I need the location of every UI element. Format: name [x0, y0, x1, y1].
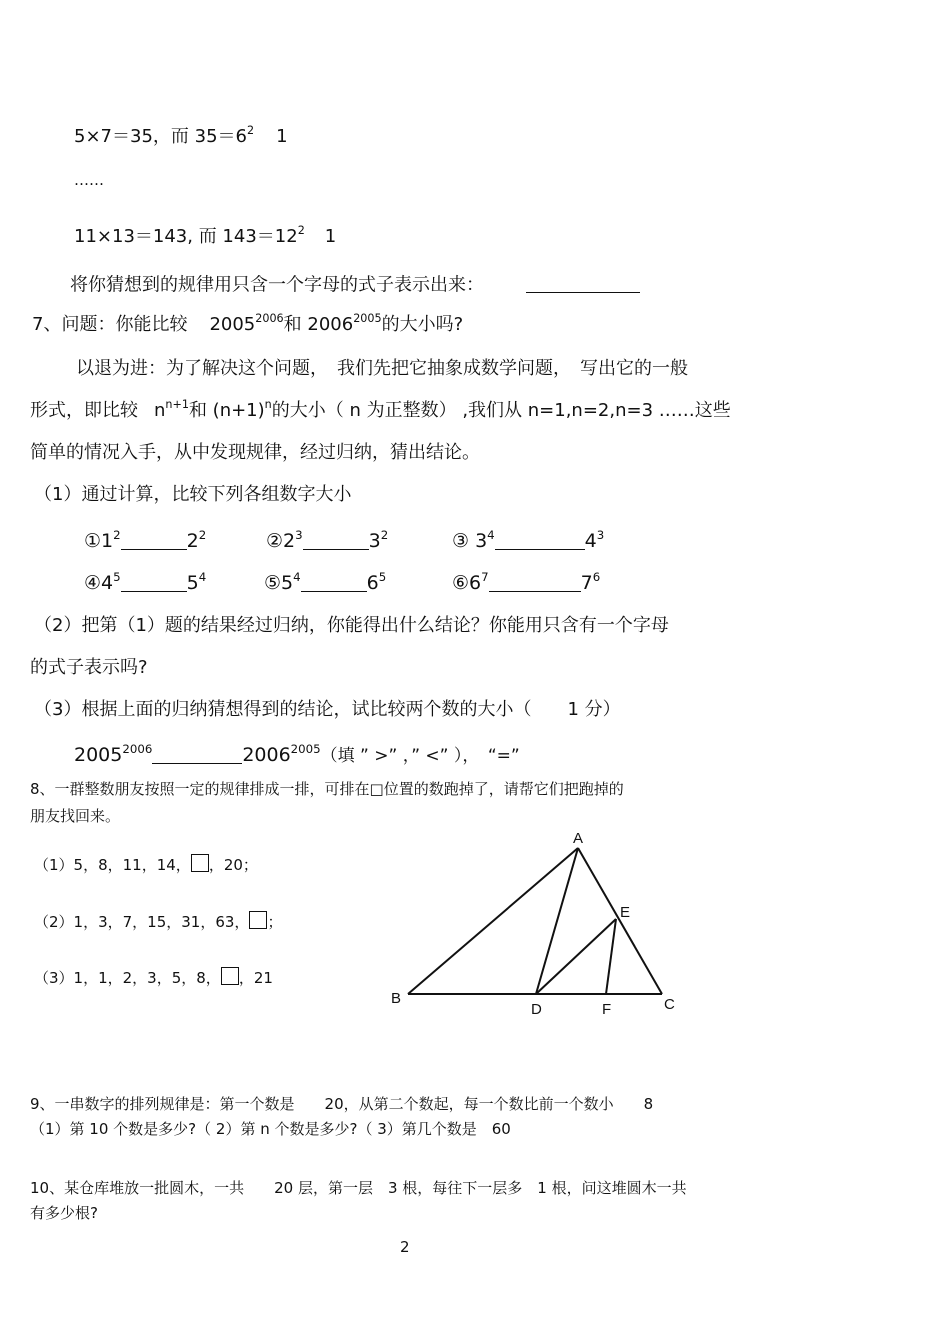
missing-number-box[interactable]: [249, 911, 267, 929]
q8-seq-1: （1）5，8，11，14， ，20；: [34, 856, 258, 874]
segment-ef: [606, 919, 616, 994]
sub3-line-1: （3）根据上面的归纳猜想得到的结论，试比较两个数的大小（ 1 分）: [34, 699, 621, 720]
q7-title: 7、问题：你能比较 $2005^{2006}$和 $2006^{2005}$的大小吗?: [32, 312, 464, 335]
sub1-title: （1）通过计算，比较下列各组数字大小: [34, 484, 352, 505]
q9-line-1: 9、一串数字的排列规律是：第一个数是 20，从第二个数起，每一个数比前一个数小 8: [30, 1095, 654, 1113]
ellipsis: ……: [74, 171, 104, 189]
triangle-figure: [380, 826, 690, 1022]
label-e: E: [620, 904, 631, 921]
sub2-line-2: 的式子表示吗?: [30, 657, 148, 678]
compare-item-4: $④4^5$ $5^4$: [84, 569, 207, 595]
answer-blank[interactable]: [303, 530, 369, 550]
q7-para-1: 以退为进：为了解决这个问题， 我们先把它抽象成数学问题， 写出它的一般: [76, 358, 688, 379]
label-f: F: [602, 1001, 612, 1018]
guess-prompt: 将你猜想到的规律用只含一个字母的式子表示出来：: [70, 274, 640, 294]
q10-line-1: 10、某仓库堆放一批圆木，一共 20 层，第一层 3 根，每往下一层多 1 根，问这堆圆木一共: [30, 1179, 687, 1197]
compare-item-5: $⑤5^4$ $6^5$: [264, 569, 387, 595]
q7-para-3: 简单的情况入手，从中发现规律，经过归纳，猜出结论。: [30, 442, 480, 463]
answer-blank[interactable]: [121, 530, 187, 550]
q8-seq-2: （2）1，3，7，15，31，63， ；: [34, 913, 283, 931]
compare-item-3: ③ $3^4$ $4^3$: [452, 527, 605, 553]
answer-blank[interactable]: [121, 572, 187, 592]
answer-blank[interactable]: [526, 274, 640, 293]
q8-seq-3: （3）1，1，2，3，5，8， ，21: [34, 969, 273, 987]
q7-para-2: 形式，即比较 $n^{n+1}$和 $(n+1)^n$的大小（ n 为正整数） ,我们从 n=1,n=2,n=3 ……这些: [30, 398, 731, 421]
compare-item-1: $①1^2$ $2^2$: [84, 527, 207, 553]
label-b: B: [391, 990, 402, 1007]
answer-blank[interactable]: [152, 744, 242, 764]
sub3-compare: $2005^{2006}$ $2006^{2005}$（填 ” >” ，” <” ）， “=”: [74, 741, 520, 767]
segment-de: [536, 919, 616, 994]
example-line-1: 5×7＝35，而 $35=6^2$ 1: [74, 124, 288, 147]
times-sign: ×: [96, 226, 112, 247]
segment-ba: [408, 848, 578, 994]
q9-line-2: （1）第 10 个数是多少?（ 2）第 n 个数是多少?（ 3）第几个数是 60: [30, 1120, 511, 1138]
label-c: C: [664, 996, 675, 1013]
segment-ac: [578, 848, 662, 994]
q10-line-2: 有多少根?: [30, 1204, 98, 1222]
compare-item-2: $②2^3$ $3^2$: [266, 527, 389, 553]
label-a: A: [573, 830, 584, 847]
label-d: D: [531, 1001, 542, 1018]
answer-blank[interactable]: [301, 572, 367, 592]
page-number: 2: [400, 1238, 410, 1256]
q8-line-1: 8、一群整数朋友按照一定的规律排成一排，可排在□位置的数跑掉了，请帮它们把跑掉的: [30, 780, 624, 798]
example-line-3: 11×13＝143, 而 $143=12^2$ 1: [74, 224, 337, 247]
segment-ad: [536, 848, 578, 994]
missing-number-box[interactable]: [221, 967, 239, 985]
q8-line-2: 朋友找回来。: [30, 807, 121, 825]
missing-number-box[interactable]: [191, 854, 209, 872]
answer-blank[interactable]: [495, 530, 585, 550]
times-sign: ×: [85, 126, 101, 147]
answer-blank[interactable]: [489, 572, 581, 592]
compare-item-6: $⑥6^7$ $7^6$: [452, 569, 601, 595]
sub2-line-1: （2）把第（1）题的结果经过归纳，你能得出什么结论？你能用只含有一个字母: [34, 615, 669, 636]
